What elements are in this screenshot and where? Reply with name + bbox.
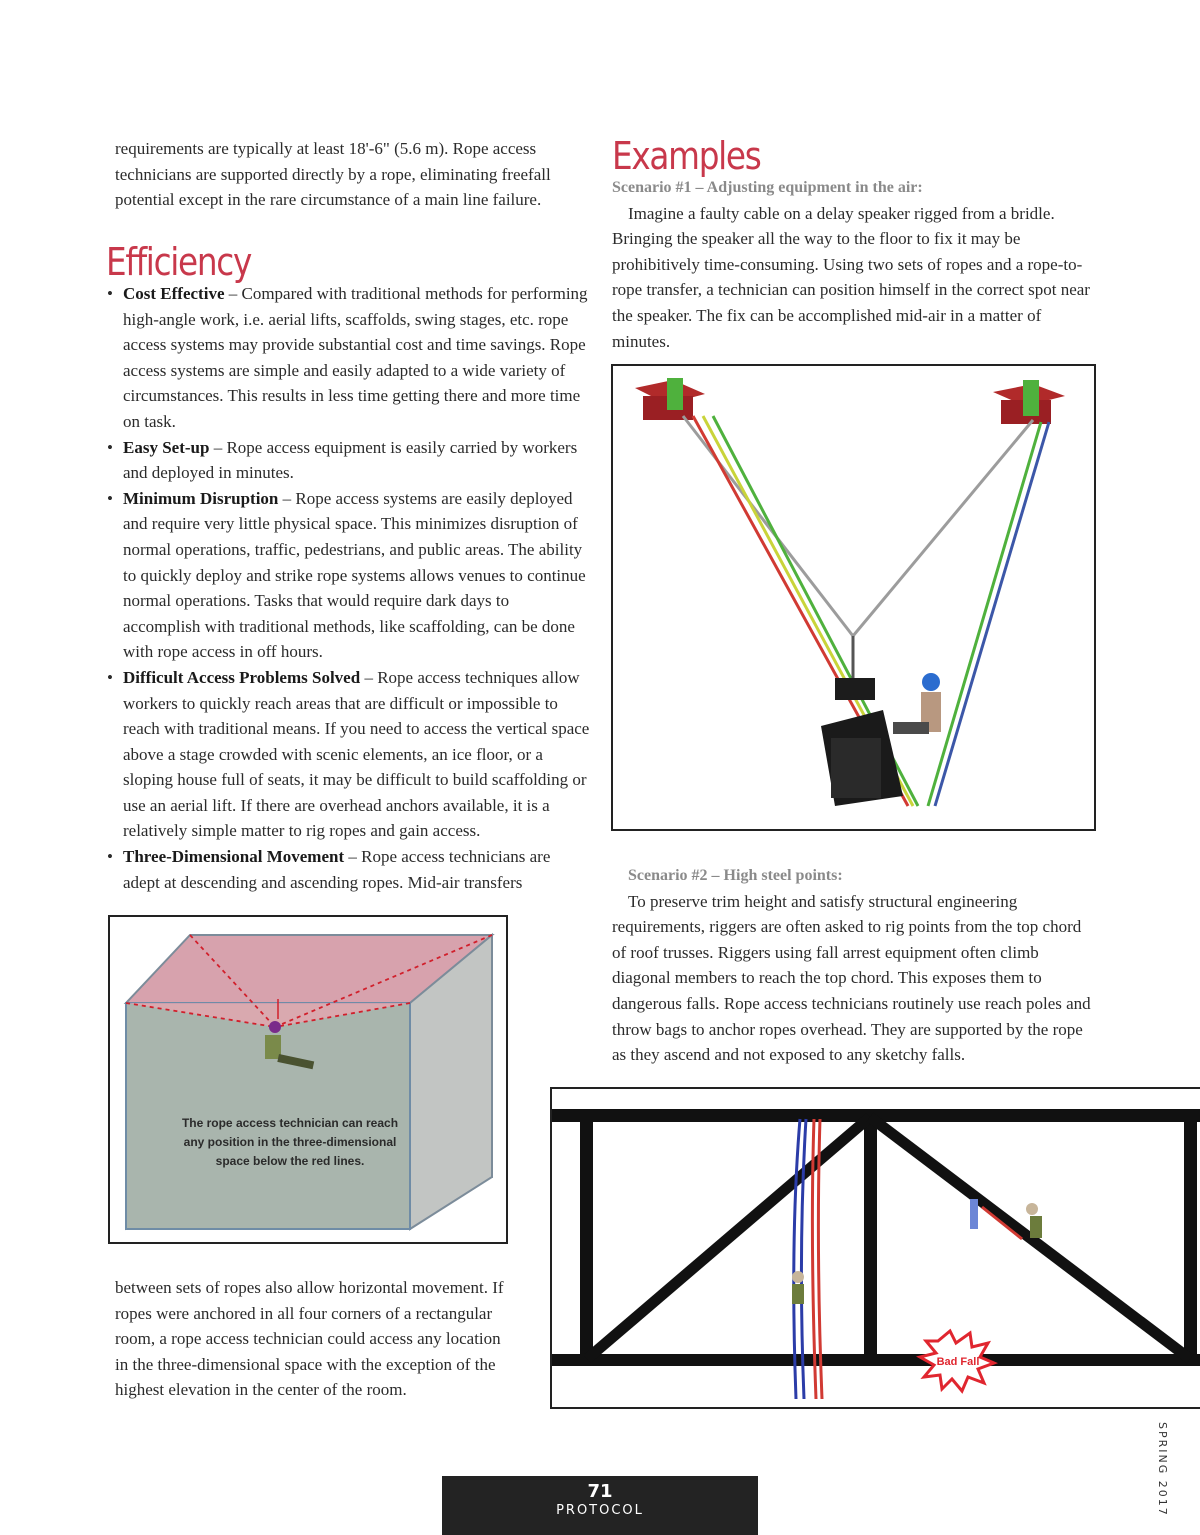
intro-paragraph: requirements are typically at least 18'-6" (5.6 m). Rope access technicians are supported directly by a rope, eliminating freefall potential except in the rare circumstance of a main line failure. — [115, 139, 551, 210]
bullet-text: – Rope access systems are easily deployed and require very little physical space. This minimizes disruption of normal operations, traffic, pedestrians, and public areas. The ability to quickly deploy and strike rope systems allows venues to continue normal operations. Tasks that would require dark days to accomplish with traditional methods, like scaffolding, can be done with rope access in off hours. — [123, 488, 586, 662]
scenario1-title: Scenario #1 – Adjusting equipment in the air: — [612, 179, 923, 196]
efficiency-bullet-list — [107, 281, 590, 895]
continued-paragraph: between sets of ropes also allow horizontal movement. If ropes were anchored in all four corners of a rectangular room, a rope access technician could access any location in the three-dimensional space with the exception of the highest elevation in the center of the room. — [115, 1278, 504, 1400]
caption-line: space below the red lines. — [215, 1154, 365, 1168]
bullet-text: – Rope access equipment is easily carried by workers and deployed in minutes. — [123, 437, 578, 483]
speaker-bridle-diagram — [613, 366, 1094, 829]
room-diagram-caption — [140, 1114, 440, 1171]
efficiency-heading: Efficiency — [106, 240, 252, 284]
bullet-title: Minimum Disruption — [123, 488, 279, 508]
caption-line: The rope access technician can reach — [181, 1116, 399, 1130]
room-diagram-figure — [108, 915, 508, 1244]
bullet-title: Cost Effective — [123, 284, 225, 303]
truss-diagram — [552, 1089, 1200, 1407]
left-beam-anchor — [635, 378, 705, 420]
bullet-title: Difficult Access Problems Solved — [123, 667, 361, 687]
scenario1-paragraph: Imagine a faulty cable on a delay speaker rigged from a bridle. Bringing the speaker all the way to the floor to fix it may be prohibitively time-consuming. Using two sets of ropes and a rope-to-rope transfer, a technician can position himself in the correct spot near the speaker. The fix can be accomplished mid-air in a matter of minutes. — [612, 203, 1090, 351]
examples-heading: Examples — [612, 134, 761, 178]
page-footer — [442, 1476, 758, 1535]
issue-label: SPRING 2017 — [1156, 1422, 1169, 1517]
bullet-text: – Rope access techniques allow workers to quickly reach areas that are difficult or impossible to reach with traditional means. If you need to access the vertical space above a stage crowded with scenic elements, an ice floor, or a sloping house full of seats, it may be difficult to build scaffolding or use an aerial lift. If there are overhead anchors available, it is a relatively simple matter to rig ropes and gain access. — [123, 667, 590, 841]
right-beam-anchor — [993, 380, 1065, 424]
scenario2-title: Scenario #2 – High steel points: — [628, 867, 843, 884]
scenario2-paragraph: To preserve trim height and satisfy structural engineering requirements, riggers are often asked to rig points from the top chord of roof trusses. Riggers using fall arrest equipment often climb diagonal members to reach the top chord. This exposes them to dangerous falls. Rope access technicians routinely use reach poles and throw bags to anchor ropes overhead. They are supported by the rope as they ascend and not exposed to any sketchy falls. — [612, 891, 1091, 1065]
bullet-minimum-disruption: • Minimum Disruption – Rope access systems are easily deployed and require very little physical space. This minimizes disruption of normal operations, traffic, pedestrians, and public areas. The ability to quickly deploy and strike rope systems allows venues to continue normal operations. Tasks that would require dark days to accomplish with traditional methods, like scaffolding, can be done with rope access in off hours. — [107, 488, 586, 662]
bullet-text: – Compared with traditional methods for performing high-angle work, i.e. aerial lifts, scaffolds, swing stages, etc. rope access systems may provide substantial cost and time savings. Rope access systems are simple and easily adapted to a wide variety of circumstances. This results in less time getting there and more time on task. — [123, 284, 588, 431]
speaker-bridle-figure — [611, 364, 1096, 831]
left-column-bottom — [115, 1275, 515, 1403]
page-number: 71 — [587, 1481, 613, 1502]
bullet-text: – Rope access technicians are adept at descending and ascending ropes. Mid-air transfers — [123, 847, 551, 892]
room-diagram — [110, 917, 506, 1242]
caption-line: any position in the three-dimensional — [183, 1135, 397, 1149]
bullet-cost-effective: • Cost Effective – Compared with traditional methods for performing high-angle work, i.e. aerial lifts, scaffolds, swing stages, etc. rope access systems may provide substantial cost and time savings. Rope access systems are simple and easily adapted to a wide variety of circumstances. This results in less time getting there and more time on task. — [107, 284, 588, 431]
bullet-difficult-access: • Difficult Access Problems Solved – Rope access techniques allow workers to quickly reach areas that are difficult or impossible to reach with traditional means. If you need to access the vertical space above a stage crowded with scenic elements, an ice floor, or a sloping house full of seats, it may be difficult to build scaffolding or use an aerial lift. If there are overhead anchors available, it is a relatively simple matter to rig ropes and gain access. — [107, 667, 590, 841]
bullet-three-dimensional: • Three-Dimensional Movement – Rope access technicians are adept at descending and ascending ropes. Mid-air transfers — [107, 847, 551, 892]
publication-name: PROTOCOL — [556, 1503, 644, 1518]
bullet-title: Easy Set-up — [123, 437, 210, 457]
bullet-easy-setup: • Easy Set-up – Rope access equipment is easily carried by workers and deployed in minutes. — [107, 437, 578, 483]
left-column-top — [115, 136, 590, 213]
truss-figure — [550, 1087, 1200, 1409]
scenario2-block — [612, 863, 1092, 1068]
scenario1-block — [612, 175, 1092, 354]
bad-fall-label: Bad Fall — [936, 1356, 980, 1368]
bullet-title: Three-Dimensional Movement — [123, 847, 345, 867]
